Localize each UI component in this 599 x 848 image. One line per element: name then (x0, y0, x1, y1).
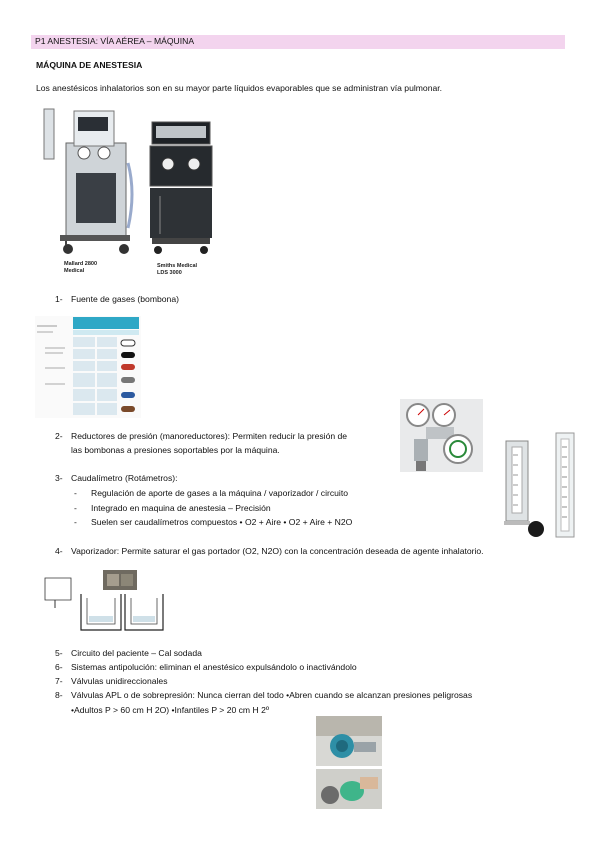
sub-item-dash: - (74, 503, 77, 513)
sub-item: Regulación de aporte de gases a la máquina / vaporizador / circuito (91, 488, 349, 498)
mallard-machine-image (36, 103, 136, 263)
sub-item-dash: - (74, 517, 77, 527)
list-item: Reductores de presión (manoreductores): Permiten reducir la presión de (71, 431, 348, 441)
sub-item: Integrado en maquina de anestesia – Precisión (91, 503, 271, 513)
left-machine-caption-2: Medical (64, 268, 85, 274)
list-item: Fuente de gases (bombona) (71, 294, 179, 304)
smiths-machine-image (146, 118, 216, 258)
intro-text: Los anestésicos inhalatorios son en su mayor parte líquidos evaporables que se administran vía pulmonar. (36, 83, 443, 93)
list-item-continuation: •Adultos P > 60 cm H 2O) •Infantiles P > 20 cm H 2º (71, 705, 269, 715)
list-item: Circuito del paciente – Cal sodada (71, 648, 202, 658)
section-header-bar (31, 35, 565, 49)
item-number: 7- (55, 676, 63, 686)
list-item: Vaporizador: Permite saturar el gas portador (O2, N2O) con la concentración deseada de agente inhalatorio. (71, 546, 484, 556)
apl-valve-image-2 (316, 769, 382, 809)
item-number: 5- (55, 648, 63, 658)
pressure-regulator-image (400, 399, 483, 472)
list-item: Válvulas unidireccionales (71, 676, 168, 686)
flowmeter-image-2 (553, 431, 578, 541)
list-item: Válvulas APL o de sobrepresión: Nunca cierran del todo •Abren cuando se alcanzan presiones peligrosas (71, 690, 473, 700)
section-title: MÁQUINA DE ANESTESIA (36, 60, 143, 70)
header-title: P1 ANESTESIA: VÍA AÉREA – MÁQUINA (35, 36, 195, 46)
vaporizer-diagram (41, 570, 167, 636)
list-item: Sistemas antipolución: eliminan el anestésico expulsándolo o inactivándolo (71, 662, 357, 672)
item-number: 4- (55, 546, 63, 556)
sub-item-dash: - (74, 488, 77, 498)
right-machine-caption-2: LDS 3000 (157, 270, 182, 276)
item-number: 1- (55, 294, 63, 304)
gas-cylinder-table-image (35, 316, 141, 418)
flowmeter-image-1 (500, 439, 545, 539)
apl-valve-image-1 (316, 716, 382, 766)
item-number: 6- (55, 662, 63, 672)
item-number: 2- (55, 431, 63, 441)
item-number: 3- (55, 473, 63, 483)
right-machine-caption-1: Smiths Medical (157, 263, 198, 269)
item-number: 8- (55, 690, 63, 700)
sub-item: Suelen ser caudalímetros compuestos • O2 + Aire • O2 + Aire + N2O (91, 517, 353, 527)
left-machine-caption-1: Mallard 2800 (64, 261, 98, 267)
list-item-continuation: las bombonas a presiones soportables por la máquina. (71, 445, 280, 455)
list-item: Caudalímetro (Rotámetros): (71, 473, 178, 483)
